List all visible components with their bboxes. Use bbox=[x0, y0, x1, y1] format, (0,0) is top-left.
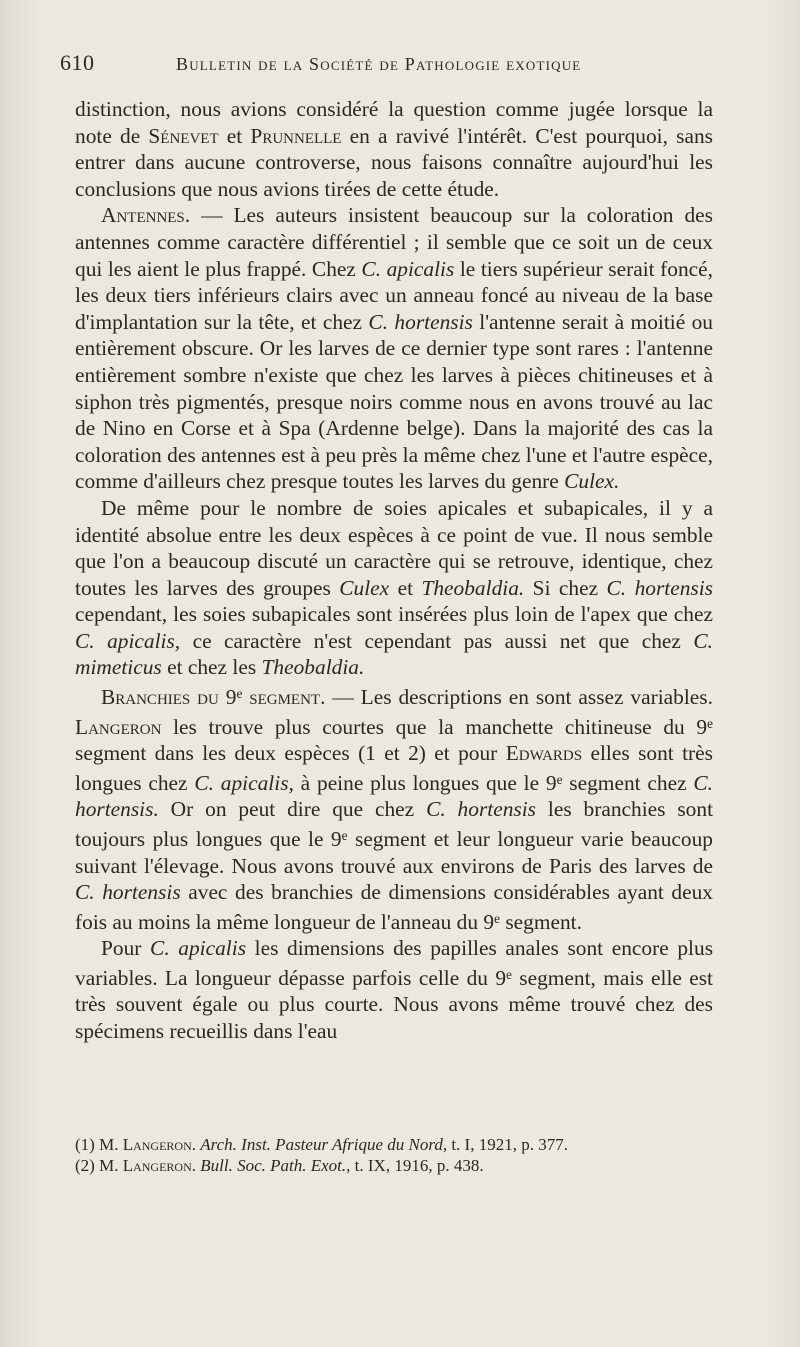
superscript-text: e bbox=[556, 771, 563, 787]
text-run: segment dans les deux espèces (1 et 2) et pour bbox=[75, 741, 506, 766]
paragraph bbox=[75, 96, 713, 202]
smallcaps-text: Prunnelle bbox=[250, 123, 342, 148]
text-run: segment et leur longueur varie beaucoup suivant l'élevage. Nous avons trouvé aux environs de Paris des larves de bbox=[75, 826, 714, 878]
text-run: Si chez bbox=[524, 575, 607, 600]
text-run: distinction, nous avions considéré la question comme jugée lorsque la note de bbox=[75, 97, 713, 148]
italic-text: C. hortensis. bbox=[75, 770, 714, 822]
text-run: l'antenne serait à moitié ou entièrement obscure. Or les larves de ce dernier type sont rares : l'antenne entièrement sombre n'existe que chez les larves à pièces chitineuses et à siphon très pigmentés, presque noirs comme nous en avons trouvé au lac de Nino en Corse et à Spa (Ardenne belge). Dans la majorité des cas la coloration des antennes est à peu près la même chez l'une et l'autre espèce, comme d'ailleurs chez presque toutes les larves du genre bbox=[75, 309, 713, 494]
text-run: De même pour le nombre de soies apicales et subapicales, il y a identité absolue entre les deux espèces à ce point de vue. Il nous semble que l'on a beaucoup discuté un caractère qui se retrouve, identique, chez toutes les larves des groupes bbox=[75, 495, 713, 600]
text-run: les dimensions des papilles anales sont encore plus variables. La longueur dépasse parfois celle du 9 bbox=[75, 936, 714, 990]
italic-text: C. apicalis, bbox=[75, 628, 181, 653]
footnote bbox=[75, 1155, 713, 1176]
running-title: Bulletin de la Société de Pathologie exotique bbox=[176, 54, 582, 74]
text-run: — Les descriptions en sont assez variables. bbox=[325, 685, 713, 710]
text-run: segment chez bbox=[562, 770, 694, 795]
italic-text: C. mimeticus bbox=[75, 628, 713, 680]
text-run: les branchies sont toujours plus longues que le 9 bbox=[75, 797, 714, 851]
italic-text: C. apicalis, bbox=[194, 770, 294, 795]
superscript-text: e bbox=[707, 715, 713, 731]
italic-text: Culex bbox=[339, 575, 390, 600]
text-run: et chez les bbox=[161, 655, 262, 680]
italic-text: Arch. Inst. Pasteur Afrique du Nord, bbox=[200, 1135, 448, 1154]
text-run: en a ravivé l'intérêt. C'est pourquoi, sans entrer dans aucune controverse, nous faisons connaître aujourd'hui les conclusions que nous avions tirées de cette étude. bbox=[75, 123, 713, 201]
italic-text: Culex. bbox=[564, 469, 620, 494]
smallcaps-text: Langeron. bbox=[122, 1156, 197, 1175]
superscript-text: e bbox=[236, 686, 243, 702]
text-run: — Les auteurs insistent beaucoup sur la coloration des antennes comme caractère différentiel ; il semble que ce soit un de ceux qui les aient le plus frappé. Chez bbox=[75, 203, 713, 281]
text-run: à peine plus longues que le 9 bbox=[293, 770, 557, 795]
page-number: 610 bbox=[60, 50, 95, 75]
paragraph bbox=[75, 202, 713, 495]
text-run: le tiers supérieur serait foncé, les deux tiers inférieurs clairs avec un anneau foncé au niveau de la base d'implantation sur la tête, et chez bbox=[75, 256, 714, 334]
italic-text: Theobaldia. bbox=[421, 575, 525, 600]
smallcaps-text: Langeron. bbox=[122, 1135, 197, 1154]
text-run: et bbox=[218, 123, 251, 148]
superscript-text: e bbox=[494, 910, 500, 926]
superscript-text: e bbox=[506, 966, 512, 982]
text-run: (2) M. bbox=[75, 1156, 123, 1175]
italic-text: C. hortensis bbox=[426, 797, 536, 822]
smallcaps-text: Langeron bbox=[75, 714, 162, 739]
text-run: segment, mais elle est très souvent égale ou plus courte. Nous avons même trouvé chez des spécimens recueillis dans l'eau bbox=[75, 965, 713, 1043]
smallcaps-text: Sénevet bbox=[148, 123, 219, 148]
text-run: avec des branchies de dimensions considérables ayant deux fois au moins la même longueur de l'anneau du 9 bbox=[75, 880, 714, 934]
smallcaps-text: Edwards bbox=[505, 741, 583, 766]
paragraph bbox=[75, 681, 713, 935]
body-text bbox=[75, 96, 713, 1045]
superscript-text: e bbox=[341, 827, 348, 843]
text-run: ce caractère n'est cependant pas aussi net que chez bbox=[180, 628, 694, 653]
italic-text: C. hortensis bbox=[75, 880, 181, 905]
text-run: Pour bbox=[101, 936, 151, 961]
text-run: les trouve plus courtes que la manchette chitineuse du 9 bbox=[161, 714, 708, 739]
smallcaps-text: Antennes. bbox=[101, 203, 191, 228]
smallcaps-text: Branchies du 9 bbox=[101, 685, 237, 710]
paragraph bbox=[75, 935, 713, 1044]
text-run: elles sont très longues chez bbox=[75, 741, 713, 795]
italic-text: C. apicalis bbox=[361, 256, 455, 281]
footnotes bbox=[75, 1134, 713, 1176]
paragraph bbox=[75, 495, 713, 681]
text-run: Or on peut dire que chez bbox=[158, 797, 427, 822]
italic-text: Bull. Soc. Path. Exot., bbox=[200, 1156, 351, 1175]
text-run: segment. bbox=[499, 909, 582, 934]
text-run: et bbox=[389, 575, 422, 600]
footnote bbox=[75, 1134, 713, 1155]
smallcaps-text: segment. bbox=[242, 685, 326, 710]
text-run: (1) M. bbox=[75, 1135, 123, 1154]
page-header bbox=[60, 44, 740, 80]
text-run: t. IX, 1916, p. 438. bbox=[350, 1156, 484, 1175]
italic-text: Theobaldia. bbox=[261, 655, 365, 680]
italic-text: C. hortensis bbox=[368, 309, 473, 334]
text-run: cependant, les soies subapicales sont insérées plus loin de l'apex que chez bbox=[75, 602, 713, 627]
italic-text: C. hortensis bbox=[606, 575, 714, 600]
italic-text: C. apicalis bbox=[150, 936, 247, 961]
text-run: t. I, 1921, p. 377. bbox=[447, 1135, 568, 1154]
